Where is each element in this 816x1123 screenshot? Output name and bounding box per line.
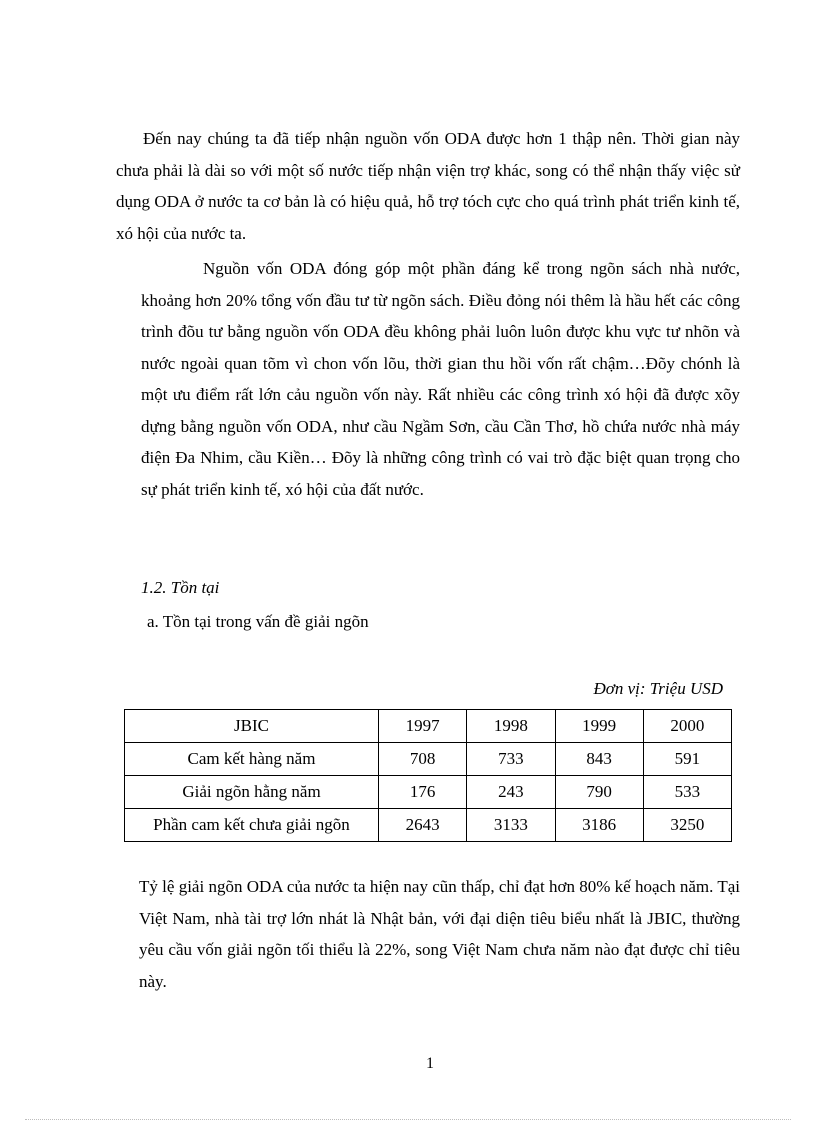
- table-cell: 591: [643, 743, 731, 776]
- row-label: Phần cam kết chưa giải ngõn: [125, 809, 379, 842]
- page-number: 1: [426, 1055, 434, 1072]
- table-row: [125, 809, 732, 842]
- table-cell: 3250: [643, 809, 731, 842]
- table-cell: 243: [467, 776, 555, 809]
- table-cell: 3133: [467, 809, 555, 842]
- table-cell: 733: [467, 743, 555, 776]
- table-cell: 176: [379, 776, 467, 809]
- table-row: [125, 743, 732, 776]
- table-cell: 2643: [379, 809, 467, 842]
- paragraph-oda-contribution: Nguồn vốn ODA đóng góp một phần đáng kể trong ngõn sách nhà nước, khoảng hơn 20% tổng vốn đầu tư từ ngõn sách. Điều đỏng nói thêm là hầu hết các công trình đõu tư bằng nguồn vốn ODA đều không phải luôn luôn được khu vực tư nhõn và nước ngoài quan tõm vì chon vốn lõu, thời gian thu hồi vốn rất chậm…Đõy chónh là một ưu điểm rất lớn cảu nguồn vốn này. Rất nhiều các công trình xó hội đã được xõy dựng bằng nguồn vốn ODA, như cầu Ngầm Sơn, cầu Cần Thơ, hồ chứa nước nhà máy điện Đa Nhim, cầu Kiền… Đõy là những công trình có vai trò đặc biệt quan trọng cho sự phát triển kinh tế, xó hội của đất nước.: [141, 259, 740, 499]
- table-cell: 533: [643, 776, 731, 809]
- header-cell: 1998: [467, 710, 555, 743]
- disbursement-table: [124, 709, 732, 842]
- table-cell: 3186: [555, 809, 643, 842]
- paragraph-intro: Đến nay chúng ta đã tiếp nhận nguồn vốn ODA được hơn 1 thập nên. Thời gian này chưa phải là dài so với một số nước tiếp nhận viện trợ khác, song có thể nhận thấy việc sử dụng ODA ở nước ta cơ bản là có hiệu quả, hỗ trợ tóch cực cho quá trình phát triển kinh tế, xó hội của nước ta.: [116, 129, 740, 243]
- subsection-heading: a. Tồn tại trong vấn đề giải ngõn: [147, 612, 369, 631]
- header-cell: 2000: [643, 710, 731, 743]
- paragraph-disbursement-rate: Tỷ lệ giải ngõn ODA của nước ta hiện nay cũn thấp, chỉ đạt hơn 80% kế hoạch năm. Tại Việt Nam, nhà tài trợ lớn nhát là Nhật bản, với đại diện tiêu biểu nhất là JBIC, thường yêu cầu vốn giải ngõn tối thiểu là 22%, song Việt Nam chưa năm nào đạt được chỉ tiêu này.: [139, 877, 740, 991]
- header-cell: 1999: [555, 710, 643, 743]
- header-cell: JBIC: [125, 710, 379, 743]
- header-cell: 1997: [379, 710, 467, 743]
- section-heading: 1.2. Tồn tại: [141, 578, 220, 597]
- page-bottom-divider: [25, 1119, 791, 1120]
- table-cell: 843: [555, 743, 643, 776]
- row-label: Giải ngõn hằng năm: [125, 776, 379, 809]
- table-unit-label: Đơn vị: Triệu USD: [593, 679, 723, 698]
- table-cell: 790: [555, 776, 643, 809]
- table-header-row: [125, 710, 732, 743]
- row-label: Cam kết hàng năm: [125, 743, 379, 776]
- table-row: [125, 776, 732, 809]
- table-cell: 708: [379, 743, 467, 776]
